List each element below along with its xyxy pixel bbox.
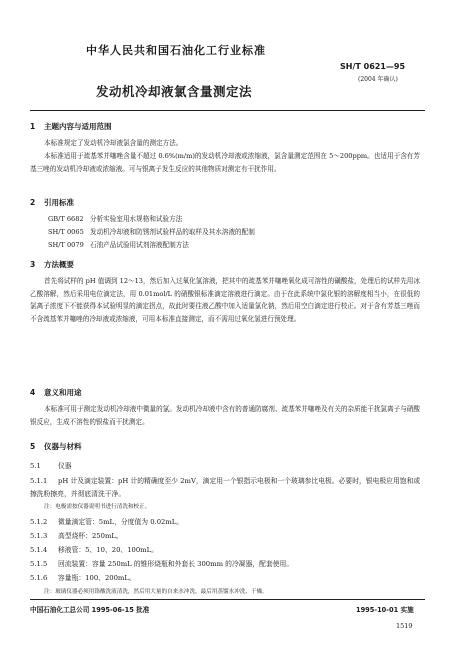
section-4-heading: 4 意义和用途 xyxy=(30,388,82,397)
section-5-heading: 5 仪器与材料 xyxy=(30,442,82,451)
section-2-heading: 2 引用标准 xyxy=(30,198,74,207)
approval-line: 中国石油化工总公司 1995-06-15 批准 xyxy=(30,606,150,614)
instrument-item: 5.1.2 微量滴定管：5mL，分度值为 0.02mL。 xyxy=(30,518,184,526)
reference-item: SH/T 0079 石油产品试验用试剂溶液配制方法 xyxy=(48,241,189,249)
section-4-paragraph: 本标准可用于测定发动机冷却液中微量的氯。发动机冷却液中含有的普通防腐剂、巯基苯并噻唑及有关的杂质能干扰氯离子与硝酸银反应，生成不溶性的银盐而干扰测定。 xyxy=(30,405,420,426)
section-3-paragraph: 首先将试样的 pH 值调到 12～13，然后加入过氧化氢溶液，把其中的巯基苯并噻唑氧化成可溶性的磺酸盐，处理后的试样先用冰乙酸溶解，然后采用电位滴定法，用 0.01mol/L 的硝酸银标准滴定溶液进行滴定。由于在此系统中氯化银的溶解度相当小，在很低的氯离子浓度下不能获得本试验明显的滴定拐点，故此时要往液乙酸中加入适量氯化钠，然后用空白滴定进行校正。对于含有芳基三唑而不含巯基苯并噻唑的冷却液或浓缩液，可用本标准直接测定，而不需用过氧化氢进行预处理。 xyxy=(30,277,420,323)
document-title: 发动机冷却液氯含量测定法 xyxy=(96,84,253,99)
footer-divider xyxy=(30,599,425,600)
instrument-item: 5.1.1 pH 计及滴定装置：pH 计的精确度至少 2mV，滴定用一个银指示电极和一个玻璃参比电极。必要时，银电极应用饱和或擦洗粉擦亮，并彻底清洗干净。 xyxy=(30,477,421,498)
instrument-item: 5.1.6 容量瓶：100、200mL。 xyxy=(30,574,136,582)
section-1-paragraph-2: 本标准适用于巯基苯并噻唑含量不超过 0.6%(m/m)的发动机冷却液或浓缩液，氯含量测定范围在 5～200ppm。也适用于含有芳基三唑的发动机冷却液或浓缩液。可与银离子发生反应的其他物质对测定有干扰作用。 xyxy=(30,152,420,173)
reference-item: SH/T 0065 发动机冷却液和防锈剂试验样品的取样及其水溶液的配制 xyxy=(48,228,255,236)
instrument-item: 5.1.5 回流装置：容量 250mL 的锥形烧瓶和外套长 300mm 的冷凝器，配套使用。 xyxy=(30,560,294,568)
page-number: 1519 xyxy=(396,622,413,630)
instrument-item: 5.1.4 移液管：5、10、20、100mL。 xyxy=(30,546,158,554)
confirmation-year: (2004 年确认) xyxy=(358,76,398,83)
note: 注：玻璃仪器必须用铬酸洗液清洗，然后用大量的自来水冲洗，最后用蒸馏水冲洗、干燥。 xyxy=(44,589,268,595)
instrument-item: 5.1.3 高型烧杯：250mL。 xyxy=(30,532,123,540)
standard-code: SH/T 0621—95 xyxy=(340,62,406,71)
implementation-date: 1995-10-01 实施 xyxy=(356,606,414,614)
section-1-paragraph-1: 本标准规定了发动机冷却液氯含量的测定方法。 xyxy=(44,139,183,147)
note: 注：电极需按仪器说明书进行清洗和校正。 xyxy=(44,504,151,510)
subsection-5-1-heading: 5.1 仪器 xyxy=(30,462,72,470)
industry-standard-header: 中华人民共和国石油化工行业标准 xyxy=(86,44,266,57)
reference-item: GB/T 6682 分析实验室用水规格和试验方法 xyxy=(48,215,183,223)
header-divider xyxy=(30,110,425,111)
section-1-heading: 1 主题内容与适用范围 xyxy=(30,122,112,131)
section-3-heading: 3 方法概要 xyxy=(30,260,74,269)
